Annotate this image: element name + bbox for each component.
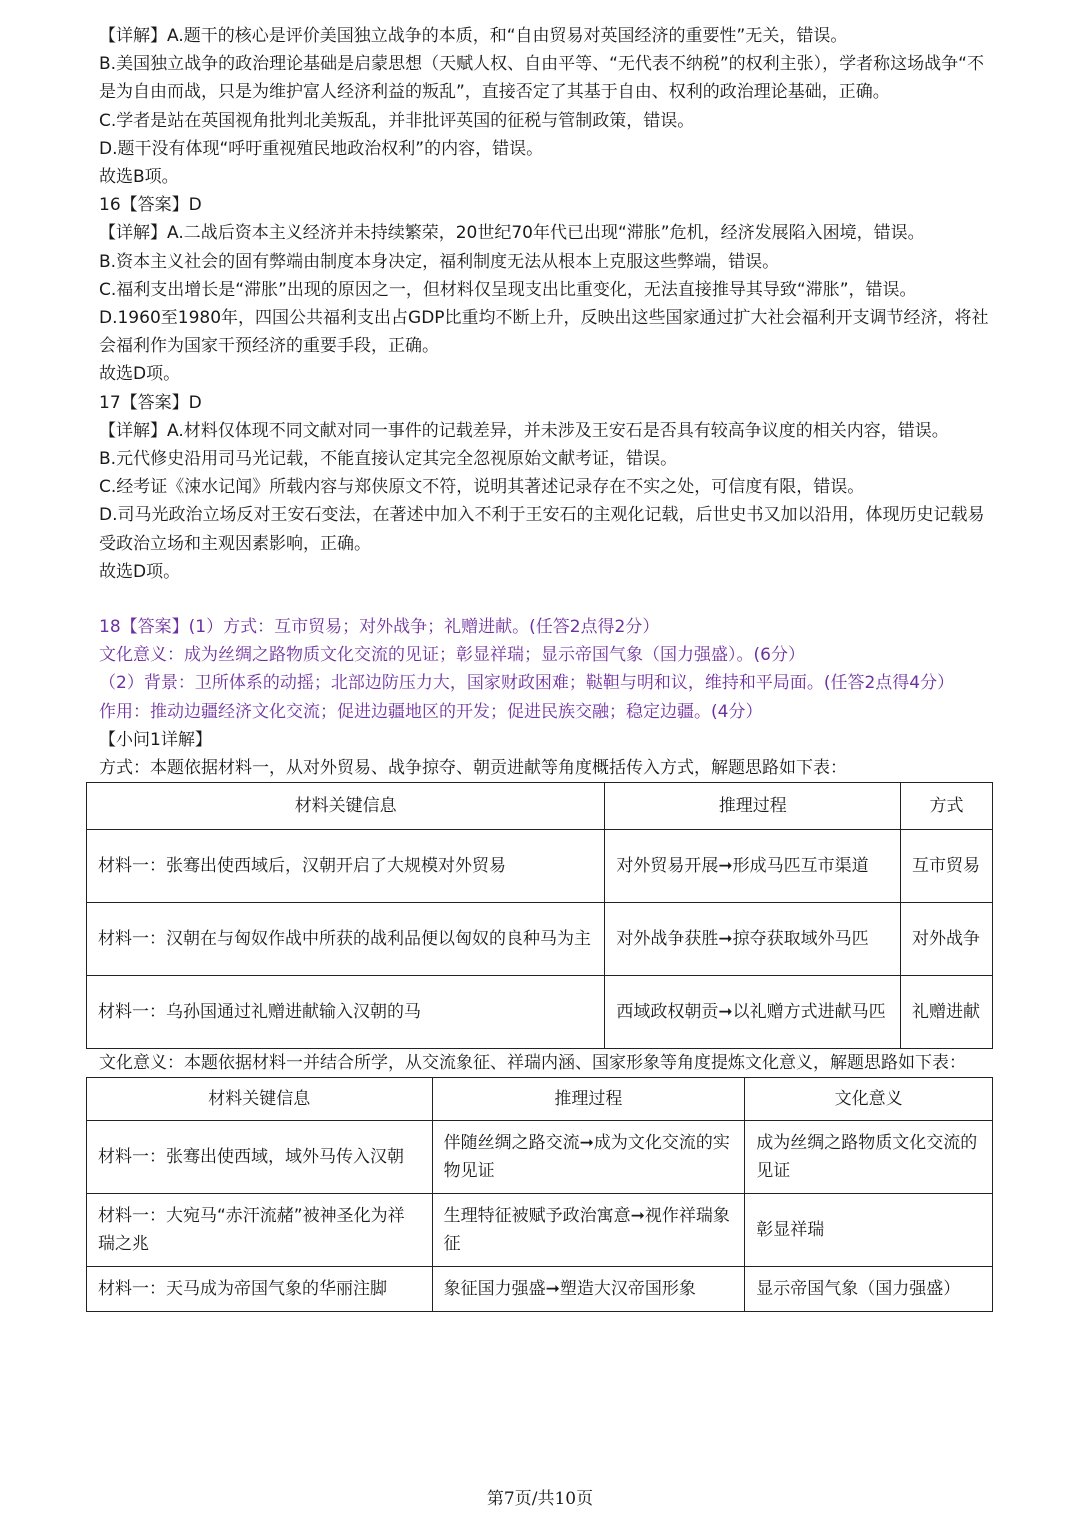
q18-answer-2: 文化意义：成为丝绸之路物质文化交流的见证；彰显祥瑞；显示帝国气象（国力强盛）。(6分） [99, 645, 805, 666]
q16-detail-b: B.资本主义社会的固有弊端由制度本身决定，福利制度无法从根本上克服这些弊端，错误。 [99, 251, 780, 272]
table-row [87, 1267, 993, 1312]
table-cell: 成为丝绸之路物质文化交流的见证 [745, 1121, 993, 1194]
table-cell: 材料一：大宛马“赤汗流赭”被神圣化为祥瑞之兆 [87, 1194, 433, 1267]
table-cell: 材料一：张骞出使西域，域外马传入汉朝 [87, 1121, 433, 1194]
table-cell: 对外战争获胜➞掠夺获取域外马匹 [605, 903, 901, 976]
q16-heading: 16【答案】D [99, 195, 202, 216]
table-cell: 对外贸易开展➞形成马匹互市渠道 [605, 830, 901, 903]
q18-answer-3: （2）背景：卫所体系的动摇；北部边防压力大，国家财政困难；鞑靼与明和议，维持和平局面。(任答2点得4分） [99, 673, 955, 694]
table-row [87, 903, 993, 976]
table-cell: 互市贸易 [901, 830, 993, 903]
q15-detail-b: B.美国独立战争的政治理论基础是启蒙思想（天赋人权、自由平等、“无代表不纳税”的权利主张），学者称这场战争“不是为自由而战，只是为维护富人经济利益的叛乱”，直接否定了其基于自由、权利的政治理论基础，正确。 [99, 54, 984, 103]
q17-heading: 17【答案】D [99, 392, 202, 413]
table-cell: 材料一：张骞出使西域后，汉朝开启了大规模对外贸易 [87, 830, 605, 903]
table-cell: 材料一：乌孙国通过礼赠进献输入汉朝的马 [87, 976, 605, 1049]
table-header-cell: 材料关键信息 [87, 1078, 433, 1121]
method-table [86, 782, 993, 1049]
q15-detail-c: C.学者是站在英国视角批判北美叛乱，并非批评英国的征税与管制政策，错误。 [99, 110, 695, 131]
table-cell: 生理特征被赋予政治寓意➞视作祥瑞象征 [432, 1194, 745, 1267]
q18-culture-intro: 文化意义：本题依据材料一并结合所学，从交流象征、祥瑞内涵、国家形象等角度提炼文化意义，解题思路如下表： [99, 1053, 966, 1074]
table-cell: 礼赠进献 [901, 976, 993, 1049]
q16-detail-a: 【详解】A.二战后资本主义经济并未持续繁荣，20世纪70年代已出现“滞胀”危机，经济发展陷入困境，错误。 [99, 223, 925, 244]
table-header-row [87, 1078, 993, 1121]
table-cell: 显示帝国气象（国力强盛） [745, 1267, 993, 1312]
q17-detail-b: B.元代修史沿用司马光记载，不能直接认定其完全忽视原始文献考证，错误。 [99, 449, 678, 470]
table-header-cell: 材料关键信息 [87, 783, 605, 830]
q16-detail-c: C.福利支出增长是“滞胀”出现的原因之一，但材料仅呈现支出比重变化，无法直接推导其导致“滞胀”，错误。 [99, 279, 917, 300]
table-row [87, 1121, 993, 1194]
table-header-row [87, 783, 993, 830]
table-cell: 西域政权朝贡➞以礼赠方式进献马匹 [605, 976, 901, 1049]
q15-conclusion: 故选B项。 [99, 167, 179, 188]
q18-method-intro: 方式：本题依据材料一，从对外贸易、战争掠夺、朝贡进献等角度概括传入方式，解题思路如下表： [99, 758, 847, 779]
q18-answer-1: 18【答案】(1）方式：互市贸易；对外战争；礼赠进献。(任答2点得2分） [99, 617, 660, 638]
q16-detail-d: D.1960至1980年，四国公共福利支出占GDP比重均不断上升，反映出这些国家通过扩大社会福利开支调节经济，将社会福利作为国家干预经济的重要手段，正确。 [99, 308, 989, 357]
table-row [87, 1194, 993, 1267]
table-cell: 彰显祥瑞 [745, 1194, 993, 1267]
page-number: 第7页/共10页 [486, 1489, 594, 1509]
q17-detail-a: 【详解】A.材料仅体现不同文献对同一事件的记载差异，并未涉及王安石是否具有较高争议度的相关内容，错误。 [99, 420, 949, 441]
table-cell: 伴随丝绸之路交流➞成为文化交流的实物见证 [432, 1121, 745, 1194]
table-header-cell: 方式 [901, 783, 993, 830]
q15-detail-a: 【详解】A.题干的核心是评价美国独立战争的本质，和“自由贸易对英国经济的重要性”无关，错误。 [99, 26, 848, 46]
q18-answer-4: 作用：推动边疆经济文化交流；促进边疆地区的开发；促进民族交融；稳定边疆。(4分） [99, 701, 763, 722]
document-body [99, 22, 989, 1312]
q17-conclusion: 故选D项。 [99, 561, 181, 582]
table-cell: 材料一：汉朝在与匈奴作战中所获的战利品便以匈奴的良种马为主 [87, 903, 605, 976]
q16-conclusion: 故选D项。 [99, 364, 181, 385]
culture-table [86, 1077, 993, 1312]
table-cell: 材料一：天马成为帝国气象的华丽注脚 [87, 1267, 433, 1312]
q18-sub-heading: 【小问1详解】 [99, 729, 212, 750]
table-row [87, 976, 993, 1049]
table-row [87, 830, 993, 903]
table-header-cell: 推理过程 [432, 1078, 745, 1121]
table-header-cell: 文化意义 [745, 1078, 993, 1121]
table-cell: 象征国力强盛➞塑造大汉帝国形象 [432, 1267, 745, 1312]
q17-detail-d: D.司马光政治立场反对王安石变法，在著述中加入不利于王安石的主观化记载，后世史书又加以沿用，体现历史记载易受政治立场和主观因素影响，正确。 [99, 505, 985, 554]
table-header-cell: 推理过程 [605, 783, 901, 830]
q15-detail-d: D.题干没有体现“呼吁重视殖民地政治权利”的内容，错误。 [99, 138, 544, 159]
q17-detail-c: C.经考证《涑水记闻》所载内容与郑侠原文不符，说明其著述记录存在不实之处，可信度有限，错误。 [99, 477, 865, 498]
table-cell: 对外战争 [901, 903, 993, 976]
